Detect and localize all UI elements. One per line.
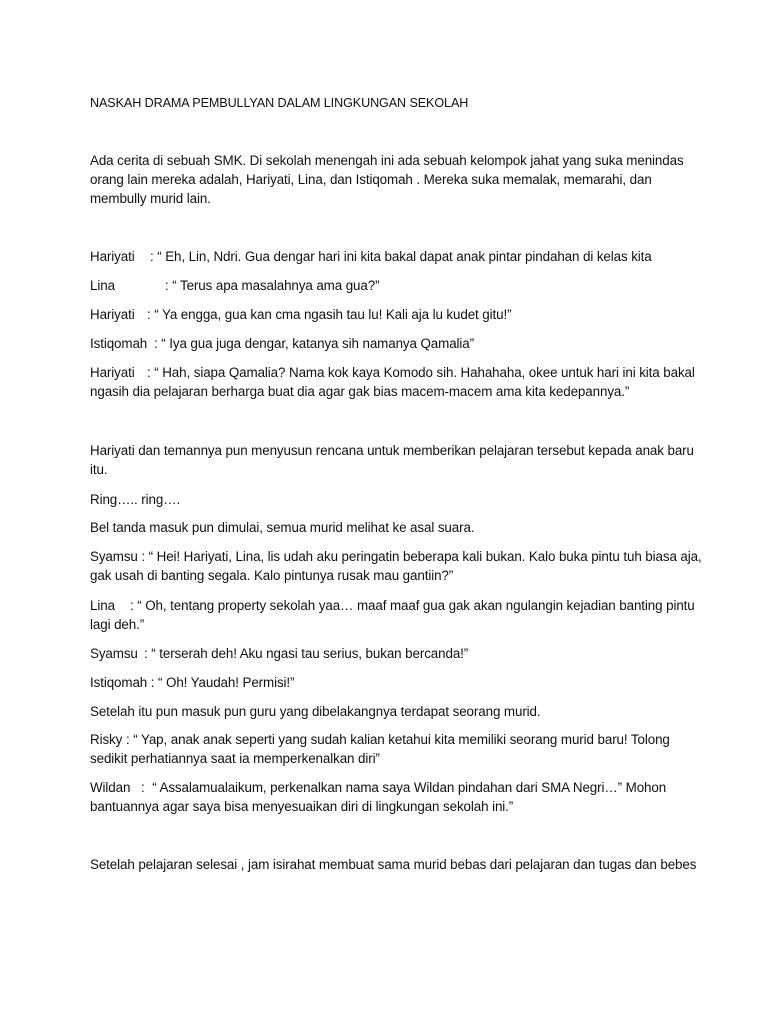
- speaker-separator: :: [141, 549, 146, 564]
- speaker-separator: :: [165, 278, 169, 293]
- narration-line: Bel tanda masuk pun dimulai, semua murid melihat ke asal suara.: [90, 520, 475, 535]
- dialog-text: “ Assalamualaikum, perkenalkan nama saya Wildan pindahan dari SMA Negri…” Mohon: [152, 780, 667, 795]
- dialog-text: “ Iya gua juga dengar, katanya sih namanya Qamalia”: [161, 336, 474, 351]
- speaker-separator: :: [147, 365, 151, 380]
- dialog-line: [90, 730, 670, 749]
- speaker-name: Syamsu: [90, 646, 138, 661]
- dialog-continuation: bantuannya agar saya bisa menyesuaikan diri di lingkungan sekolah ini.”: [90, 799, 514, 814]
- narration-line: Hariyati dan temannya pun menyusun rencana untuk memberikan pelajaran tersebut kepada anak baru: [90, 443, 694, 458]
- dialog-text: “ Oh, tentang property sekolah yaa… maaf maaf gua gak akan ngulangin kejadian banting pintu: [137, 598, 695, 613]
- speaker-name: Istiqomah: [90, 675, 148, 690]
- dialog-line: [90, 673, 294, 692]
- dialog-text: “ Oh! Yaudah! Permisi!”: [158, 675, 295, 690]
- dialog-line: [90, 334, 474, 353]
- dialog-text: “ Eh, Lin, Ndri. Gua dengar hari ini kita bakal dapat anak pintar pindahan di kelas kita: [157, 249, 652, 264]
- speaker-separator: :: [126, 732, 130, 747]
- dialog-line: [90, 276, 379, 295]
- closing-line: Setelah pelajaran selesai , jam isirahat membuat sama murid bebas dari pelajaran dan tugas dan bebes: [90, 857, 697, 872]
- dialog-continuation: lagi deh.”: [90, 617, 145, 632]
- speaker-name: Syamsu: [90, 549, 138, 564]
- dialog-text: “ Yap, anak anak seperti yang sudah kalian ketahui kita memiliki seorang murid baru! Tolong: [133, 732, 670, 747]
- speaker-name: Risky: [90, 732, 123, 747]
- speaker-name: Lina: [90, 598, 115, 613]
- dialog-text: “ Terus apa masalahnya ama gua?”: [172, 278, 380, 293]
- speaker-separator: :: [147, 307, 151, 322]
- dialog-continuation: sedikit perhatiannya saat ia memperkenalkan diri”: [90, 751, 380, 766]
- speaker-separator: :: [154, 336, 158, 351]
- speaker-name: Hariyati: [90, 365, 135, 380]
- speaker-name: Wildan: [90, 780, 131, 795]
- dialog-line: [90, 305, 511, 324]
- speaker-name: Hariyati: [90, 249, 135, 264]
- speaker-name: Istiqomah: [90, 336, 148, 351]
- dialog-text: “ terserah deh! Aku ngasi tau serius, bukan bercanda!”: [151, 646, 469, 661]
- speaker-name: Hariyati: [90, 307, 135, 322]
- narration-line: itu.: [90, 462, 108, 477]
- dialog-text: “ Ya engga, gua kan cma ngasih tau lu! Kali aja lu kudet gitu!”: [154, 307, 512, 322]
- document-title: NASKAH DRAMA PEMBULLYAN DALAM LINGKUNGAN SEKOLAH: [90, 96, 469, 110]
- dialog-line: [90, 247, 652, 266]
- dialog-continuation: ngasih dia pelajaran berharga buat dia agar gak bias macem-macem ama kita kedepannya.”: [90, 384, 630, 399]
- dialog-text: “ Hei! Hariyati, Lina, lis udah aku peringatin beberapa kali bukan. Kalo buka pintu tuh biasa aja,: [148, 549, 702, 564]
- dialog-line: [90, 547, 702, 566]
- dialog-continuation: gak usah di banting segala. Kalo pintunya rusak mau gantiin?”: [90, 568, 454, 583]
- speaker-separator: :: [150, 249, 154, 264]
- intro-line: Ada cerita di sebuah SMK. Di sekolah menengah ini ada sebuah kelompok jahat yang suka menindas: [90, 153, 684, 168]
- dialog-line: [90, 596, 695, 615]
- intro-line: orang lain mereka adalah, Hariyati, Lina, dan Istiqomah . Mereka suka memalak, memarahi, dan: [90, 172, 652, 187]
- dialog-line: [90, 778, 666, 797]
- intro-line: membully murid lain.: [90, 191, 211, 206]
- speaker-separator: :: [144, 646, 148, 661]
- speaker-separator: :: [150, 675, 155, 690]
- dialog-line: [90, 644, 468, 663]
- narration-line: Setelah itu pun masuk pun guru yang dibelakangnya terdapat seorang murid.: [90, 704, 541, 719]
- sound-effect: Ring….. ring….: [90, 492, 181, 507]
- dialog-text: “ Hah, siapa Qamalia? Nama kok kaya Komodo sih. Hahahaha, okee untuk hari ini kita bakal: [154, 365, 695, 380]
- dialog-line: [90, 363, 695, 382]
- speaker-separator: :: [130, 598, 134, 613]
- speaker-name: Lina: [90, 278, 115, 293]
- speaker-separator: :: [141, 780, 145, 795]
